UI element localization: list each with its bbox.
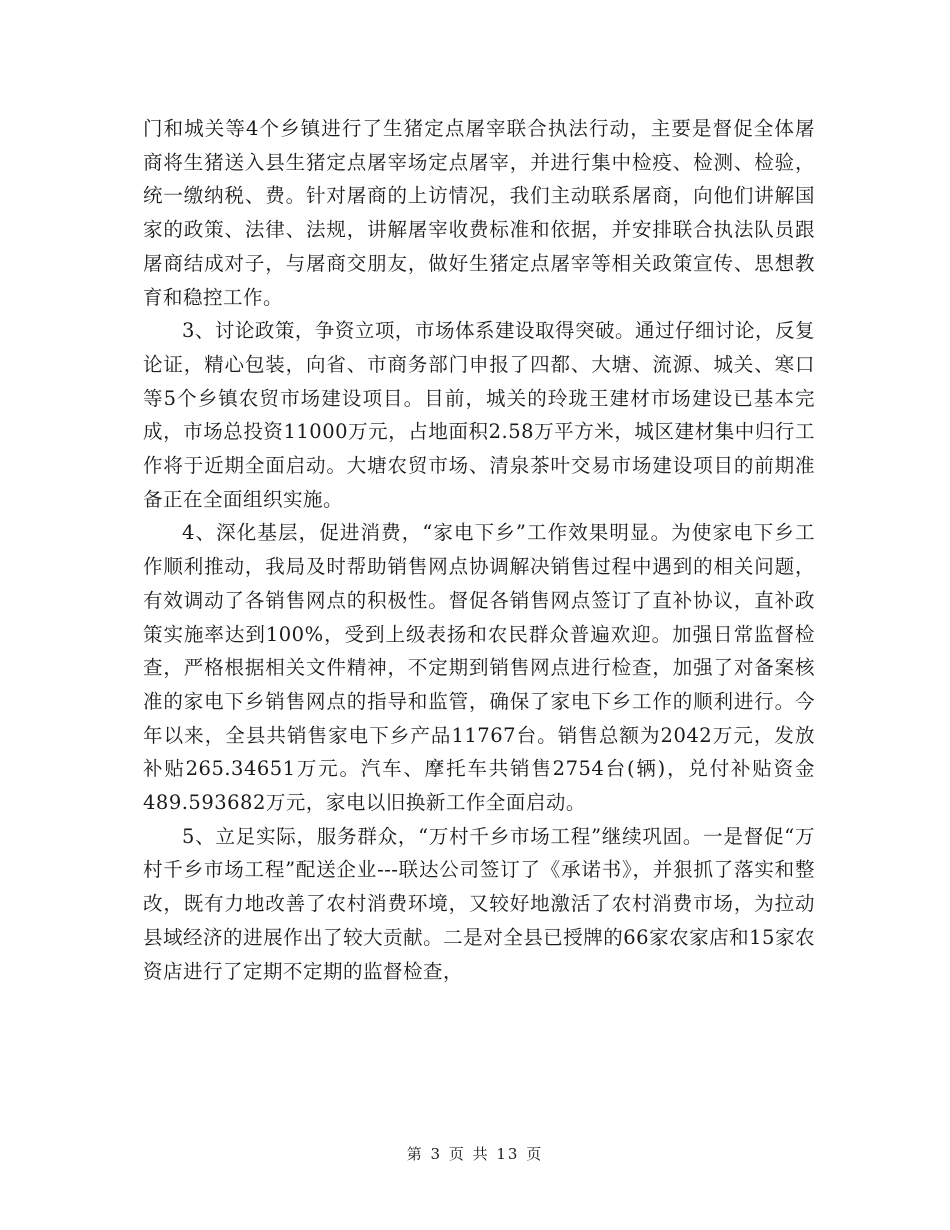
paragraph-continuation: 门和城关等4个乡镇进行了生猪定点屠宰联合执法行动，主要是督促全体屠商将生猪送入县生猪定点屠宰场定点屠宰，并进行集中检疫、检测、检验，统一缴纳税、费。针对屠商的上访情况，我们主动联系屠商，向他们讲解国家的政策、法律、法规，讲解屠宰收费标准和依据，并安排联合执法队员跟屠商结成对子，与屠商交朋友，做好生猪定点屠宰等相关政策宣传、思想教育和稳控工作。 bbox=[143, 117, 815, 309]
paragraph-village-market-project: 5、立足实际，服务群众，“万村千乡市场工程”继续巩固。一是督促“万村千乡市场工程”配送企业---联达公司签订了《承诺书》，并狠抓了落实和整改，既有力地改善了农村消费环境，又较好地激活了农村消费市场，为拉动县域经济的进展作出了较大贡献。二是对全县已授牌的66家农家店和15家农资店进行了定期不定期的监督检查， bbox=[143, 824, 815, 983]
paragraph-appliances-to-countryside: 4、深化基层，促进消费，“家电下乡”工作效果明显。为使家电下乡工作顺利推动，我局及时帮助销售网点协调解决销售过程中遇到的相关问题，有效调动了各销售网点的积极性。督促各销售网点签订了直补协议，直补政策实施率达到100%，受到上级表扬和农民群众普遍欢迎。加强日常监督检查，严格根据相关文件精神，不定期到销售网点进行检查，加强了对备案核准的家电下乡销售网点的指导和监管，确保了家电下乡工作的顺利进行。今年以来，全县共销售家电下乡产品11767台。销售总额为2042万元，发放补贴265.34651万元。汽车、摩托车共销售2754台(辆)，兑付补贴资金489.593682万元，家电以旧换新工作全面启动。 bbox=[143, 521, 815, 815]
page-number-footer: 第 3 页 共 13 页 bbox=[406, 1145, 544, 1163]
paragraph-market-system: 3、讨论政策，争资立项，市场体系建设取得突破。通过仔细讨论，反复论证，精心包装，向省、市商务部门申报了四都、大塘、流源、城关、寒口等5个乡镇农贸市场建设项目。目前，城关的玲珑王建材市场建设已基本完成，市场总投资11000万元，占地面积2.58万平方米，城区建材集中归行工作将于近期全面启动。大塘农贸市场、清泉茶叶交易市场建设项目的前期准备正在全面组织实施。 bbox=[143, 319, 815, 511]
document-body bbox=[143, 112, 815, 988]
